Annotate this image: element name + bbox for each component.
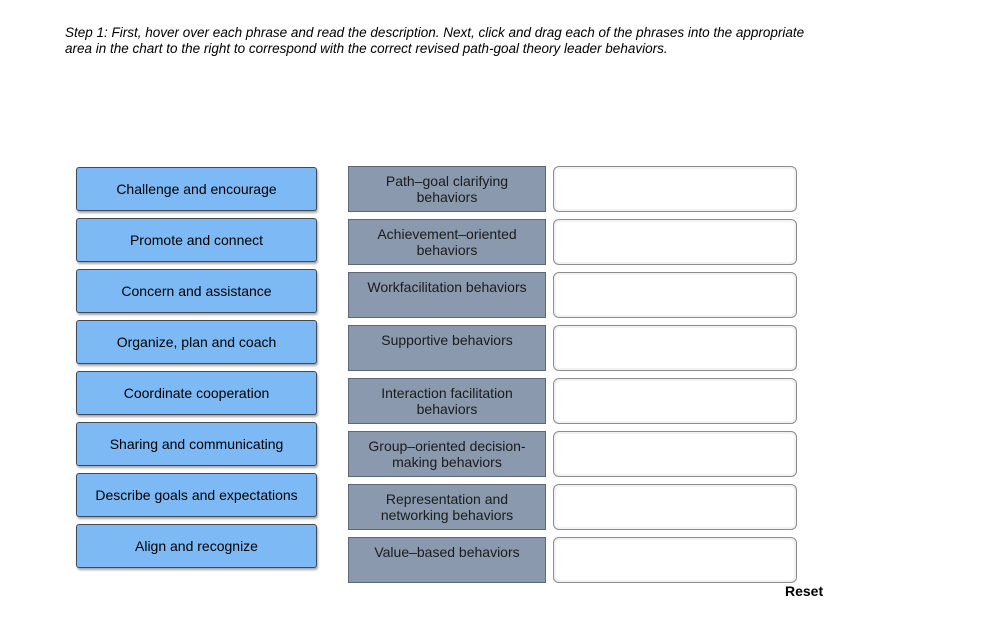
draggable-phrase[interactable]: Describe goals and expectations xyxy=(76,473,317,517)
behavior-label-text: Value–based behaviors xyxy=(374,544,520,560)
drop-targets xyxy=(553,166,797,590)
behavior-label-text: Interaction facilitation behaviors xyxy=(381,385,513,417)
behavior-label xyxy=(348,431,546,477)
draggable-phrase[interactable]: Sharing and communicating xyxy=(76,422,317,466)
behavior-labels xyxy=(348,166,546,590)
behavior-label xyxy=(348,219,546,265)
draggable-phrase[interactable]: Coordinate cooperation xyxy=(76,371,317,415)
behavior-label xyxy=(348,378,546,424)
phrase-bank xyxy=(76,167,317,575)
behavior-label xyxy=(348,484,546,530)
behavior-label-text: Supportive behaviors xyxy=(381,332,513,348)
behavior-label xyxy=(348,272,546,318)
behavior-label xyxy=(348,166,546,212)
draggable-phrase[interactable]: Organize, plan and coach xyxy=(76,320,317,364)
behavior-label xyxy=(348,537,546,583)
drop-target-workfacilitation[interactable] xyxy=(553,272,797,318)
behavior-label-text: Workfacilitation behaviors xyxy=(367,279,527,295)
drop-target-value-based[interactable] xyxy=(553,537,797,583)
draggable-phrase[interactable]: Align and recognize xyxy=(76,524,317,568)
behavior-label-text: Group–oriented decision-making behaviors xyxy=(368,438,526,470)
drop-target-interaction-facilitation[interactable] xyxy=(553,378,797,424)
behavior-label-text: Path–goal clarifying behaviors xyxy=(385,173,509,205)
behavior-label-text: Representation and networking behaviors xyxy=(380,491,514,523)
draggable-phrase[interactable]: Concern and assistance xyxy=(76,269,317,313)
drop-target-supportive[interactable] xyxy=(553,325,797,371)
drop-target-group-oriented-decision-making[interactable] xyxy=(553,431,797,477)
drop-target-path-goal-clarifying[interactable] xyxy=(553,166,797,212)
behavior-label xyxy=(348,325,546,371)
instructions-text: Step 1: First, hover over each phrase and read the description. Next, click and drag each of the phrases into the appropriate area in the chart to the right to correspond with the correct revised path-goal theory leader behaviors. xyxy=(65,25,805,56)
draggable-phrase[interactable]: Challenge and encourage xyxy=(76,167,317,211)
reset-button[interactable]: Reset xyxy=(785,583,824,599)
drop-target-representation-networking[interactable] xyxy=(553,484,797,530)
draggable-phrase[interactable]: Promote and connect xyxy=(76,218,317,262)
behavior-label-text: Achievement–oriented behaviors xyxy=(377,226,517,258)
drop-target-achievement-oriented[interactable] xyxy=(553,219,797,265)
